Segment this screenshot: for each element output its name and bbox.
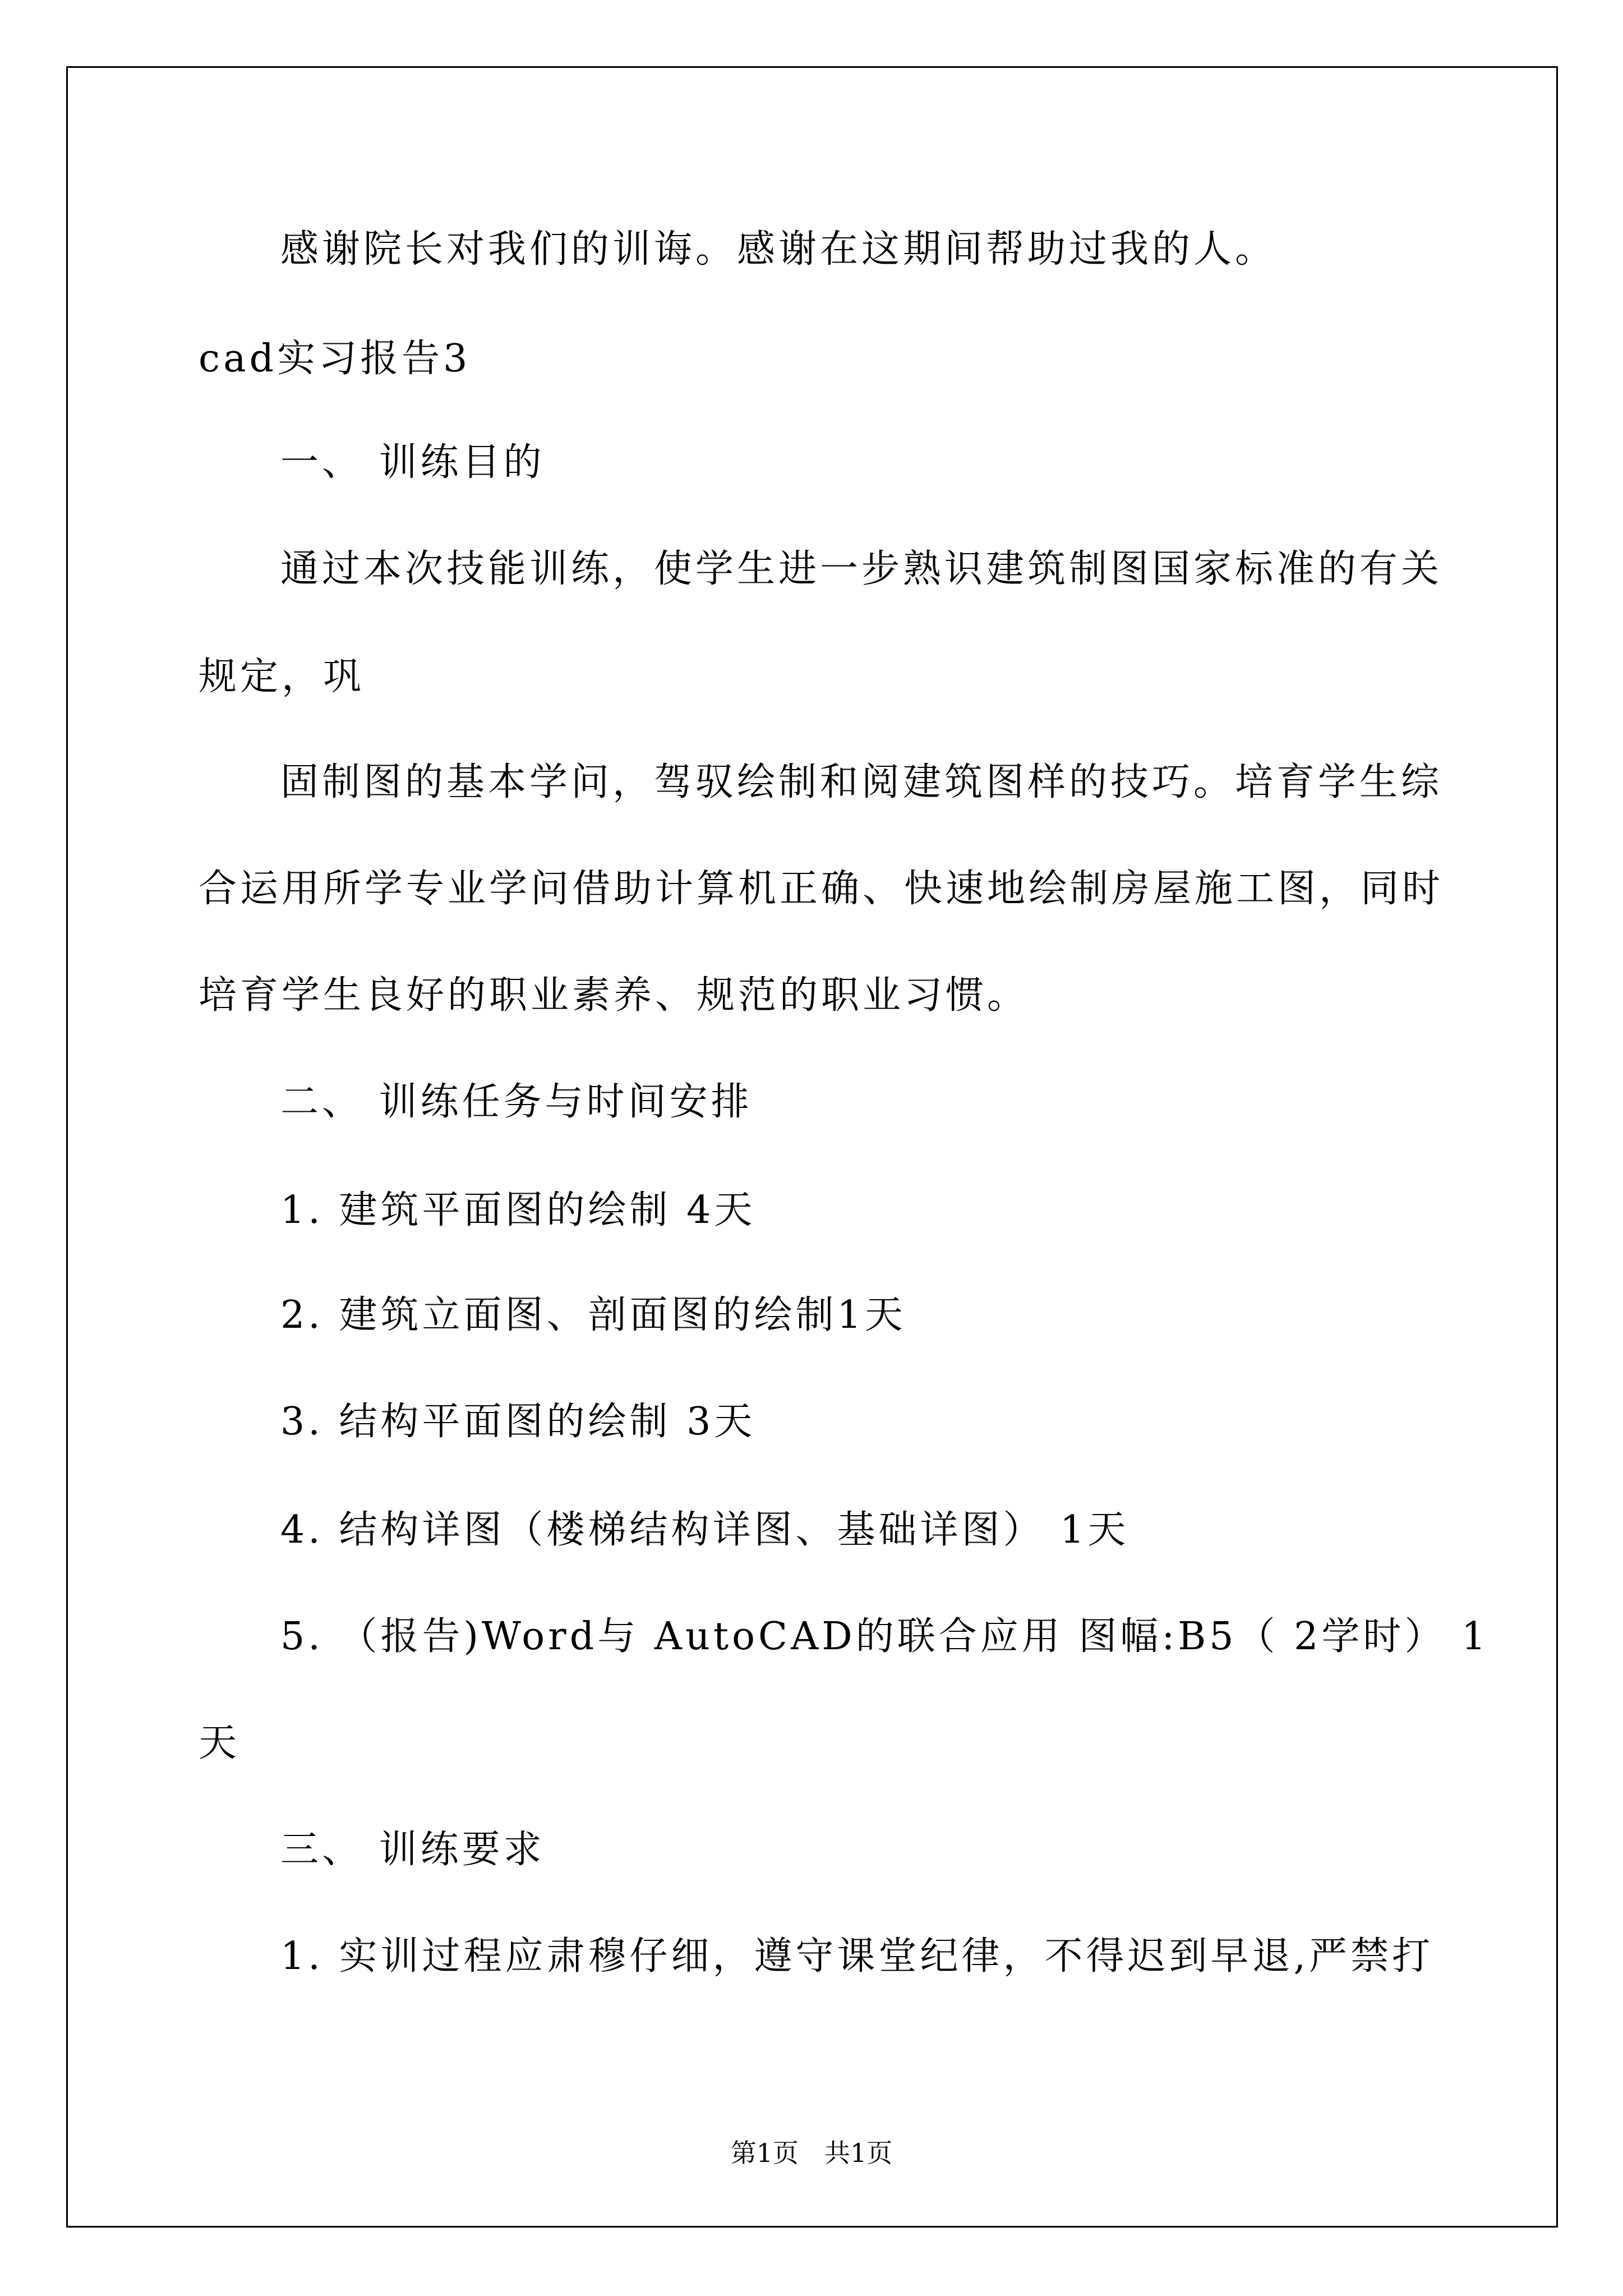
paragraph-line: 通过本次技能训练，使学生进一步熟识建筑制图国家标准的有关 — [280, 547, 1443, 591]
list-item: 1. 建筑平面图的绘制 4天 — [280, 1188, 756, 1232]
paragraph-thanks: 感谢院长对我们的训诲。感谢在这期间帮助过我的人。 — [280, 227, 1277, 272]
list-item: 5. （报告)Word与 AutoCAD的联合应用 图幅:B5（ 2学时） 1 — [280, 1614, 1490, 1659]
heading-training-tasks: 二、 训练任务与时间安排 — [280, 1080, 753, 1124]
heading-training-purpose: 一、 训练目的 — [280, 440, 545, 485]
heading-training-requirements: 三、 训练要求 — [280, 1828, 545, 1872]
list-item: 4. 结构详图（楼梯结构详图、基础详图） 1天 — [280, 1508, 1129, 1552]
paragraph-line: 培育学生良好的职业素养、规范的职业习惯。 — [199, 973, 1029, 1018]
list-item: 1. 实训过程应肃穆仔细，遵守课堂纪律，不得迟到早退,严禁打 — [280, 1934, 1434, 1978]
paragraph-line: 合运用所学专业学问借助计算机正确、快速地绘制房屋施工图，同时 — [199, 867, 1444, 911]
section-title: cad实习报告3 — [199, 337, 471, 381]
page-footer: 第1页 共1页 — [730, 2138, 893, 2168]
paragraph-line: 规定，巩 — [199, 655, 365, 699]
list-item: 2. 建筑立面图、剖面图的绘制1天 — [280, 1293, 906, 1337]
page-border — [66, 66, 1558, 2228]
paragraph-line: 固制图的基本学问，驾驭绘制和阅建筑图样的技巧。培育学生综 — [280, 760, 1443, 804]
list-item-continuation: 天 — [199, 1721, 241, 1765]
list-item: 3. 结构平面图的绘制 3天 — [280, 1400, 756, 1444]
